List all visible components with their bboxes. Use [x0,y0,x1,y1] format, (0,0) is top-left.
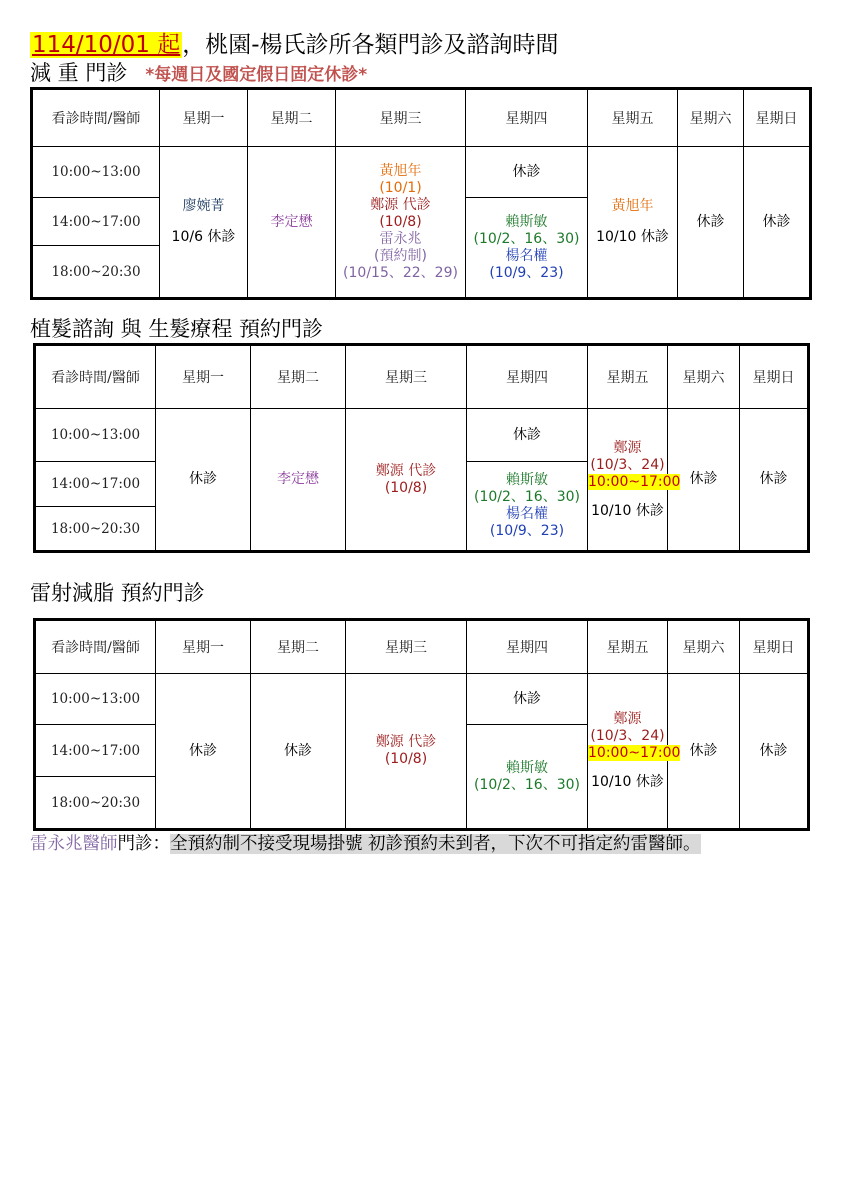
header-wed: 星期三 [346,620,467,674]
date-note: (10/8) [384,751,428,767]
time-slot: 18:00~20:30 [32,246,160,299]
doctor-name: 黃旭年 [379,162,422,179]
mon-cell [160,147,248,299]
date-note: (10/8) [379,213,422,230]
effective-date: 114/10/01 起 [32,32,181,58]
header-sat: 星期六 [678,89,744,147]
time-slot: 18:00~20:30 [35,777,156,830]
time-slot: 18:00~20:30 [35,507,156,552]
hours-highlight: 10:00~17:00 [588,473,681,490]
schedule-table-weight-loss [30,87,812,300]
fri-cell [588,674,681,830]
header-fri: 星期五 [588,89,678,147]
header-tue: 星期二 [251,345,346,409]
mon-cell: 休診 [156,409,251,552]
tue-cell: 李定懋 [248,147,336,299]
doctor-name: 鄭源 代診 [375,462,437,479]
fri-cell [588,409,681,552]
header-tue: 星期二 [251,620,346,674]
doctor-name: 賴斯敏 [506,759,548,776]
thu-am-cell: 休診 [467,674,588,725]
section-heading-hair: 植髮諮詢 與 生髮療程 預約門診 [30,317,324,341]
header-row [32,89,811,147]
page-title [30,30,559,60]
time-slot: 10:00~13:00 [35,674,156,725]
footer-note [30,832,701,856]
header-thu: 星期四 [467,345,588,409]
closure-note: 10/10 休診 [591,502,664,519]
sun-cell: 休診 [740,674,809,830]
tue-cell: 休診 [251,674,346,830]
appointment-note: (預約制) [374,247,427,264]
thu-pm-cell [467,725,588,830]
sat-cell: 休診 [668,674,740,830]
wed-cell [346,674,467,830]
header-sat: 星期六 [668,345,740,409]
table-row [35,674,809,725]
doctor-name: 鄭源 代診 [375,734,437,750]
doctor-name: 賴斯敏 [505,213,548,230]
date-note: (10/9、23) [489,264,564,281]
date-note: (10/3、24) [590,728,665,744]
header-tue: 星期二 [248,89,336,147]
header-sun: 星期日 [740,620,809,674]
closure-note: 10/10 休診 [591,774,664,790]
header-mon: 星期一 [160,89,248,147]
header-mon: 星期一 [156,620,251,674]
header-fri: 星期五 [588,620,668,674]
header-time: 看診時間/醫師 [32,89,160,147]
appointment-rule: 全預約制不接受現場掛號 初診預約未到者，下次不可指定約雷醫師。 [170,834,701,854]
section-heading-laser: 雷射減脂 預約門診 [30,581,205,605]
section-heading-weight-loss [30,60,367,88]
tue-cell: 李定懋 [251,409,346,552]
time-slot: 14:00~17:00 [35,725,156,777]
thu-am-cell: 休診 [467,409,588,462]
date-note: (10/9、23) [489,523,565,539]
header-row [35,345,809,409]
date-note: (10/3、24) [590,456,665,473]
time-slot: 10:00~13:00 [35,409,156,462]
table-row [32,147,811,198]
header-fri: 星期五 [588,345,668,409]
table-row [35,409,809,462]
header-sat: 星期六 [668,620,740,674]
header-sun: 星期日 [744,89,811,147]
hours-highlight: 10:00~17:00 [588,745,681,761]
doctor-name: 鄭源 代診 [370,196,431,213]
thu-am-cell: 休診 [466,147,588,198]
doctor-name: 楊名權 [506,506,548,522]
doctor-name: 雷永兆醫師 [30,834,118,854]
doctor-name: 楊名權 [505,247,548,264]
header-row [35,620,809,674]
date-note: (10/2、16、30) [474,489,580,505]
header-mon: 星期一 [156,345,251,409]
closure-note: 10/6 休診 [171,229,236,245]
header-wed: 星期三 [336,89,466,147]
header-thu: 星期四 [466,89,588,147]
section-title: 減 重 門診 [30,61,128,85]
header-time: 看診時間/醫師 [35,620,156,674]
thu-pm-cell [466,198,588,299]
doctor-name: 賴斯敏 [506,472,548,488]
sat-cell: 休診 [668,409,740,552]
fri-cell [588,147,678,299]
sun-cell: 休診 [744,147,811,299]
footer-label: 門診： [117,834,170,854]
date-note: (10/2、16、30) [473,230,580,247]
sun-cell: 休診 [740,409,809,552]
doctor-name: 廖婉菁 [182,198,225,214]
header-wed: 星期三 [346,345,467,409]
time-slot: 10:00~13:00 [32,147,160,198]
thu-pm-cell [467,462,588,552]
time-slot: 14:00~17:00 [32,198,160,246]
wed-cell [336,147,466,299]
closure-note: 10/10 休診 [596,229,669,245]
doctor-name: 雷永兆 [379,230,422,247]
header-sun: 星期日 [740,345,809,409]
mon-cell: 休診 [156,674,251,830]
doctor-name: 鄭源 [613,439,642,456]
wed-cell [346,409,467,552]
title-text: ，桃園-楊氏診所各類門診及諮詢時間 [182,32,559,58]
doctor-name: 黃旭年 [611,198,654,214]
header-thu: 星期四 [467,620,588,674]
header-time: 看診時間/醫師 [35,345,156,409]
holiday-note: *每週日及國定假日固定休診* [145,65,368,85]
date-note: (10/15、22、29) [343,264,458,281]
date-note: (10/8) [384,479,428,496]
schedule-table-hair [33,343,810,553]
date-note: (10/1) [379,179,422,196]
schedule-table-laser [33,618,810,831]
doctor-name: 鄭源 [613,711,642,727]
date-note: (10/2、16、30) [474,776,580,793]
sat-cell: 休診 [678,147,744,299]
time-slot: 14:00~17:00 [35,462,156,507]
